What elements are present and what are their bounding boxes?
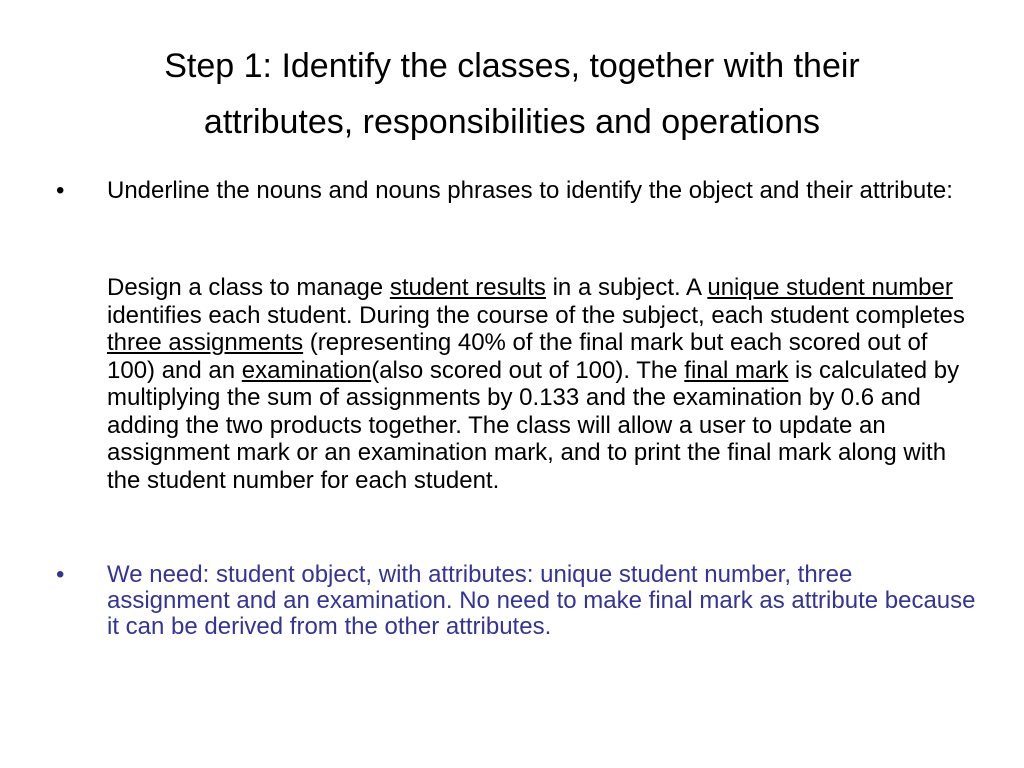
para-text: identifies each student. During the course of the subject, each student completes	[107, 301, 965, 329]
underlined-noun-final-mark: final mark	[684, 356, 789, 384]
underlined-noun-unique-student-number: unique student number	[707, 274, 953, 301]
slide-title	[60, 38, 964, 150]
para-text: (representing 40% of the final mark but each scored out of 100) and an	[107, 329, 928, 384]
title-line-2: attributes, responsibilities and operations	[203, 103, 821, 141]
para-text: Design a class to manage	[107, 274, 390, 301]
para-text: in a subject. A	[545, 274, 708, 301]
para-text: is calculated by multiplying the sum of assignments by 0.133 and the examination by 0.6 and adding the two products together. The class will allow a user to update an assignment mark or an examination mark, and to print the final mark along with the student number for each student.	[107, 356, 960, 494]
underlined-noun-three-assignments: three assignments	[107, 329, 304, 356]
bullet-marker-2: •	[56, 561, 65, 588]
underlined-noun-student-results: student results	[389, 274, 546, 301]
title-line-1: Step 1: Identify the classes, together with their	[164, 47, 860, 85]
problem-paragraph	[107, 274, 977, 494]
bullet-text-2: We need: student object, with attributes: unique student number, three assignment and an examination. No need to make final mark as attribute because it can be derived from the other attributes.	[107, 561, 976, 640]
bullet-text-1: Underline the nouns and nouns phrases to identify the object and their attribute:	[107, 177, 953, 204]
para-text: (also scored out of 100). The	[371, 356, 685, 384]
underlined-noun-examination: examination	[241, 356, 372, 384]
bullet-marker-1: •	[56, 177, 65, 204]
